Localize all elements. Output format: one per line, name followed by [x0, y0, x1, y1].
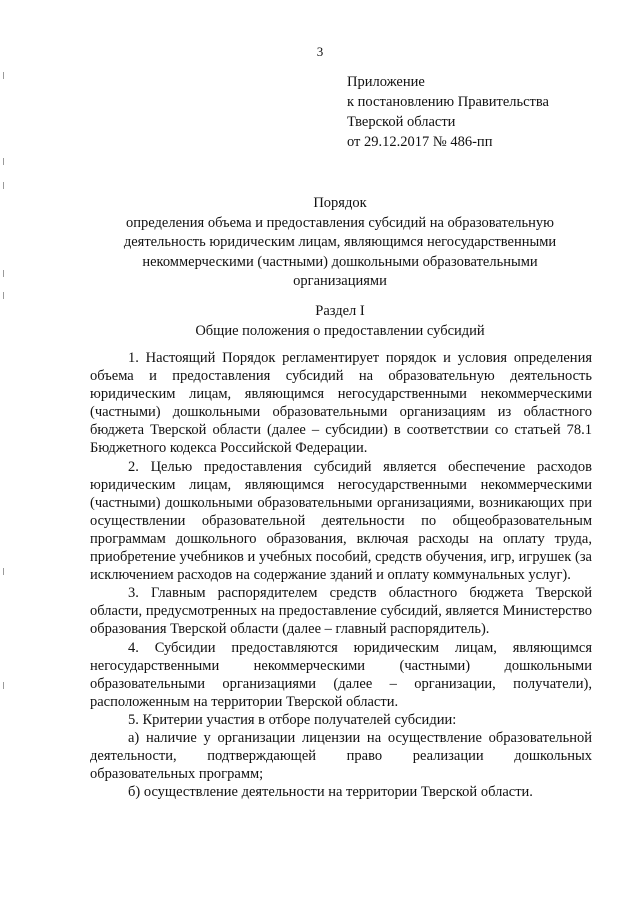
title-heading: Порядок [313, 195, 367, 211]
paragraph: 3. Главным распорядителем средств областного бюджета Тверской области, предусмотренных на предоставление субсидий, является Министерство образования Тверской области (далее – главный распорядитель). [90, 585, 592, 638]
title-line: деятельность юридическим лицам, являющимся негосударственными [123, 234, 557, 250]
document-body [90, 349, 592, 801]
sub-item: а) наличие у организации лицензии на осуществление образовательной деятельности, подтверждающей право реализации дошкольных образовательных программ; [90, 729, 592, 783]
paragraph: 2. Целью предоставления субсидий является обеспечение расходов юридическим лицам, являющимся негосударственными некоммерческими (частными) дошкольными образовательными организациями, возникающих при осуществлении образовательной деятельности по общеобразовательным программам дошкольного образования, включая расходы на оплату труда, приобретение учебников и учебных пособий, средств обучения, игр, игрушек (за исключением расходов на содержание зданий и оплату коммунальных услуг). [90, 458, 592, 584]
margin-mark [3, 682, 4, 689]
margin-mark [3, 72, 4, 79]
paragraph: 5. Критерии участия в отборе получателей субсидии: [128, 711, 457, 728]
margin-mark [3, 292, 4, 299]
appendix-line: Приложение [347, 74, 425, 90]
paragraph: 4. Субсидии предоставляются юридическим лицам, являющимся негосударственными некоммерческими (частными) дошкольными образовательными организациями (далее – организации, получатели), расположенным на территории Тверской области. [90, 639, 592, 710]
appendix-line: к постановлению Правительства [347, 94, 549, 110]
appendix-line: Тверской области [347, 114, 456, 130]
page-number: 3 [316, 44, 324, 59]
title-line: определения объема и предоставления субсидий на образовательную [126, 214, 554, 231]
section-heading [90, 301, 590, 341]
title-line: некоммерческими (частными) дошкольными образовательными [142, 253, 538, 270]
document-title [90, 194, 590, 292]
appendix-line: от 29.12.2017 № 486-пп [347, 134, 493, 150]
margin-mark [3, 270, 4, 277]
margin-mark [3, 158, 4, 165]
appendix-block [347, 72, 617, 152]
margin-mark [3, 182, 4, 189]
section-number: Раздел I [315, 303, 365, 319]
sub-item: б) осуществление деятельности на территории Тверской области. [128, 784, 533, 801]
section-name: Общие положения о предоставлении субсидий [195, 323, 485, 339]
margin-mark [3, 568, 4, 575]
title-line: организациями [293, 273, 387, 289]
paragraph: 1. Настоящий Порядок регламентирует порядок и условия определения объема и предоставления субсидий на образовательную деятельность юридическим лицам, являющимся негосударственными некоммерческими (частными) дошкольными образовательными организациям из областного бюджета Тверской области (далее – субсидии) в соответствии со статьей 78.1 Бюджетного кодекса Российской Федерации. [90, 350, 592, 457]
